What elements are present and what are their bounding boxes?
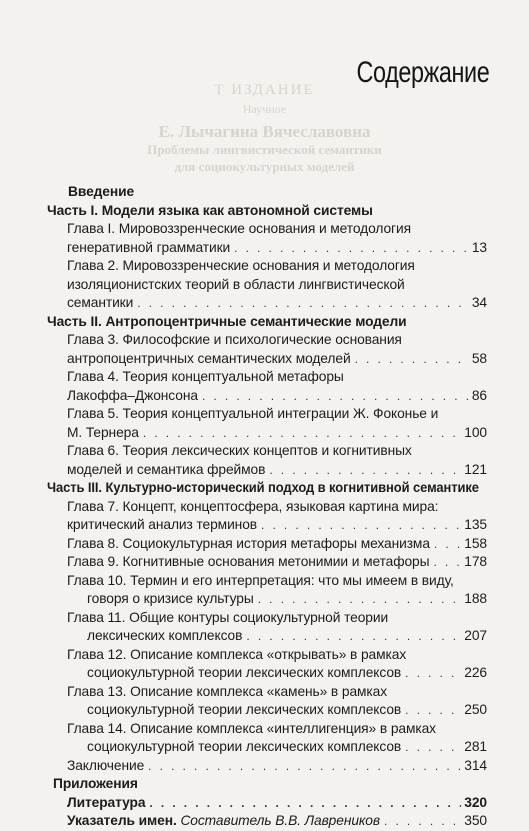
bleed-through-text: Т ИЗДАНИЕ <box>214 82 315 98</box>
toc-chapter-title: М. Тернера <box>67 424 139 440</box>
toc-name-index-title-group <box>67 812 380 831</box>
toc-chapter-4 <box>47 387 487 406</box>
leader-dots <box>143 424 461 443</box>
page-number: 58 <box>471 350 487 366</box>
toc-chapter-title: Лакоффа–Джонсона <box>67 387 198 403</box>
toc-chapter-title: генеративной грамматики <box>67 239 231 255</box>
toc-chapter-10-line: Глава 10. Термин и его интерпретация: что мы имеем в виду, <box>67 572 454 588</box>
toc-chapter-2-line: изоляционистских теорий в области лингвистической <box>67 276 405 292</box>
page-number: 178 <box>464 554 487 569</box>
leader-dots <box>269 461 461 480</box>
toc-chapter-13 <box>47 701 487 720</box>
page-title: Содержание <box>356 56 489 89</box>
toc-chapter-title: антропоцентричных семантических моделей <box>67 350 351 366</box>
toc-chapter-14 <box>47 738 487 757</box>
toc-chapter-2-line: Глава 2. Мировоззренческие основания и методология <box>67 258 415 273</box>
leader-dots <box>433 553 461 572</box>
toc-chapter-3 <box>47 350 487 369</box>
toc-chapter-title: Глава 9. Когнитивные основания метонимии и метафоры <box>67 554 430 569</box>
leader-dots <box>246 627 461 646</box>
toc-intro: Введение <box>68 184 135 199</box>
toc-chapter-6-line: Глава 6. Теория лексических концептов и когнитивных <box>67 443 412 458</box>
toc-chapter-title: социокультурной теории лексических комплексов <box>87 702 402 717</box>
page-number: 281 <box>464 739 487 754</box>
leader-dots <box>149 794 461 813</box>
toc-chapter-title: моделей и семантика фреймов <box>67 461 266 477</box>
bleed-through-text: Проблемы лингвистической семантики <box>147 142 382 157</box>
toc-chapter-12 <box>47 664 487 683</box>
page-number: 13 <box>471 239 487 255</box>
page-number: 320 <box>464 794 487 810</box>
leader-dots <box>355 350 469 369</box>
page-number: 86 <box>471 387 487 403</box>
toc-chapter-2 <box>47 294 487 313</box>
table-of-contents <box>47 183 487 831</box>
leader-dots <box>261 516 461 535</box>
toc-chapter-11-line: Глава 11. Общие контуры социокультурной теории <box>67 609 389 625</box>
leader-dots <box>202 387 469 406</box>
leader-dots <box>434 535 461 554</box>
toc-chapter-10 <box>47 590 487 609</box>
toc-literature <box>47 794 487 813</box>
toc-chapter-12-line: Глава 12. Описание комплекса «открывать» в рамках <box>67 646 407 662</box>
toc-chapter-title: Глава 8. Социокультурная история метафоры механизма <box>67 535 430 551</box>
toc-chapter-9 <box>47 553 487 572</box>
toc-chapter-1-line: Глава I. Мировоззренческие основания и методология <box>67 221 411 236</box>
toc-chapter-title: социокультурной теории лексических комплексов <box>87 665 402 680</box>
toc-chapter-title: семантики <box>67 295 134 310</box>
toc-chapter-13-line: Глава 13. Описание комплекса «камень» в рамках <box>67 683 388 699</box>
toc-literature-title: Литература <box>67 794 146 810</box>
page-number: 250 <box>464 702 487 717</box>
leader-dots <box>137 294 469 313</box>
page-number: 135 <box>464 517 487 532</box>
page-number: 350 <box>464 813 487 828</box>
toc-chapter-5-line: Глава 5. Теория концептуальной интеграции Ж. Фоконье и <box>67 406 439 421</box>
page-number: 121 <box>464 461 487 477</box>
toc-part-1: Часть I. Модели языка как автономной системы <box>47 202 373 218</box>
toc-chapter-1 <box>47 239 487 258</box>
toc-chapter-11 <box>47 627 487 646</box>
toc-chapter-title: социокультурной теории лексических комплексов <box>87 739 402 754</box>
page-number: 34 <box>471 295 487 310</box>
toc-chapter-4-line: Глава 4. Теория концептуальной метафоры <box>67 369 344 384</box>
toc-name-index-compiler: Составитель В.В. Лавреников <box>180 813 380 828</box>
leader-dots <box>405 738 461 757</box>
toc-chapter-6 <box>47 461 487 480</box>
page-number: 226 <box>464 665 487 680</box>
toc-chapter-7 <box>47 516 487 535</box>
toc-conclusion-title: Заключение <box>67 757 145 773</box>
leader-dots <box>258 590 462 609</box>
bleed-through-text: Научное <box>242 102 287 116</box>
page-number: 158 <box>464 535 487 551</box>
leader-dots <box>234 239 469 258</box>
toc-chapter-title: лексических комплексов <box>87 628 243 643</box>
toc-chapter-14-line: Глава 14. Описание комплекса «интеллигенция» в рамках <box>67 720 436 736</box>
toc-chapter-7-line: Глава 7. Концепт, концептосфера, языковая картина мира: <box>67 498 439 514</box>
bleed-through-text: Е. Лычагина Вячеславовна <box>158 122 371 141</box>
toc-chapter-5 <box>47 424 487 443</box>
leader-dots <box>384 812 461 831</box>
toc-chapter-8 <box>47 535 487 554</box>
page-number: 188 <box>464 591 487 606</box>
toc-part-3: Часть III. Культурно-исторический подход в когнитивной семантике <box>47 480 479 495</box>
toc-conclusion <box>47 757 487 776</box>
bleed-through-text: для социокультурных моделей <box>174 159 355 174</box>
toc-name-index-title: Указатель имен. <box>67 813 177 828</box>
toc-chapter-title: критический анализ терминов <box>67 517 257 532</box>
toc-chapter-3-line: Глава 3. Философские и психологические основания <box>67 332 402 347</box>
leader-dots <box>405 701 461 720</box>
page-number: 100 <box>464 424 487 440</box>
page-number: 314 <box>464 757 487 773</box>
toc-name-index <box>47 812 487 831</box>
page-number: 207 <box>464 628 487 643</box>
toc-appendix: Приложения <box>53 776 138 791</box>
toc-part-2: Часть II. Антропоцентричные семантические модели <box>47 313 407 329</box>
leader-dots <box>148 757 461 776</box>
toc-chapter-title: говоря о кризисе культуры <box>87 591 254 606</box>
leader-dots <box>405 664 461 683</box>
